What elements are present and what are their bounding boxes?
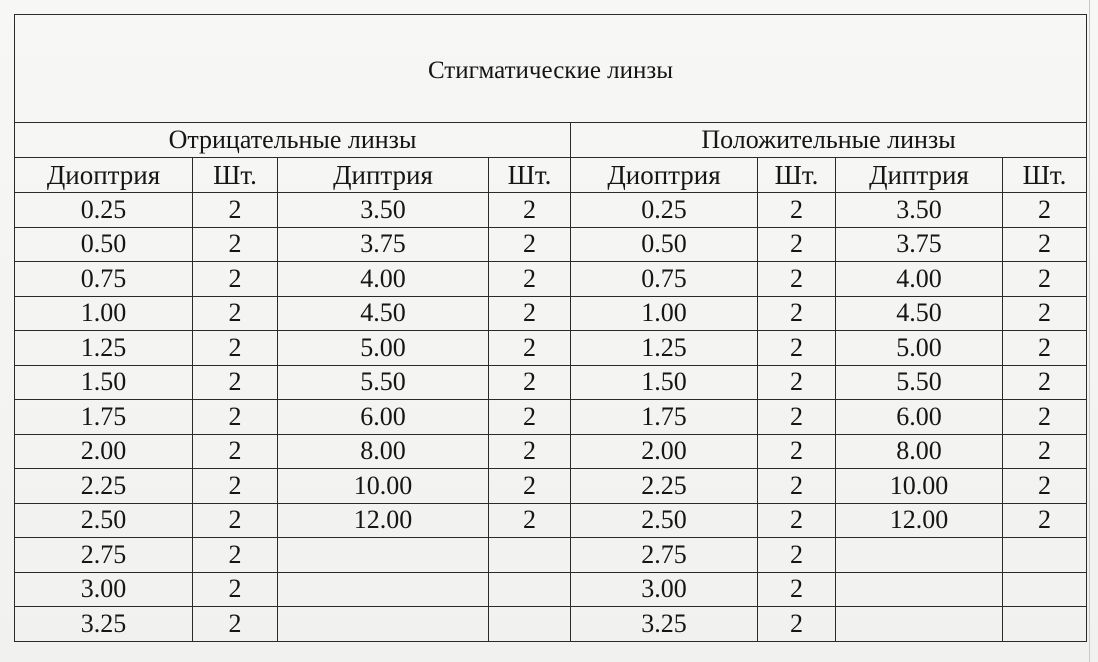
neg-diopter-cell: 6.00	[278, 400, 489, 435]
neg-pcs-cell: 2	[193, 365, 278, 400]
pos-diopter-cell: 10.00	[836, 469, 1003, 504]
table-row	[15, 572, 1087, 607]
neg-diopter-cell: 5.50	[278, 365, 489, 400]
neg-pcs-header-2: Шт.	[489, 158, 571, 193]
neg-diopter-cell: 12.00	[278, 503, 489, 538]
neg-diopter-cell: 2.50	[15, 503, 193, 538]
pos-diopter-cell: 2.25	[571, 469, 758, 504]
pos-pcs-cell: 2	[1003, 434, 1087, 469]
table-row	[15, 331, 1087, 366]
table-row	[15, 503, 1087, 538]
table-row	[15, 193, 1087, 228]
pos-diopter-cell: 5.00	[836, 331, 1003, 366]
pos-pcs-cell: 2	[1003, 400, 1087, 435]
pos-pcs-cell: 2	[758, 607, 836, 642]
pos-pcs-cell: 2	[758, 296, 836, 331]
pos-diopter-cell: 5.50	[836, 365, 1003, 400]
neg-diopter-cell	[278, 538, 489, 573]
neg-pcs-header-1: Шт.	[193, 158, 278, 193]
pos-diopter-header-2: Диптрия	[836, 158, 1003, 193]
pos-diopter-cell: 1.00	[571, 296, 758, 331]
neg-pcs-cell: 2	[489, 365, 571, 400]
neg-pcs-cell: 2	[193, 538, 278, 573]
pos-diopter-header-1: Диоптрия	[571, 158, 758, 193]
neg-pcs-cell: 2	[193, 296, 278, 331]
pos-diopter-cell: 3.25	[571, 607, 758, 642]
neg-pcs-cell: 2	[193, 572, 278, 607]
positive-lenses-header: Положительные линзы	[571, 123, 1087, 158]
pos-diopter-cell: 1.25	[571, 331, 758, 366]
neg-pcs-cell: 2	[489, 227, 571, 262]
neg-pcs-cell	[489, 538, 571, 573]
neg-diopter-cell: 3.25	[15, 607, 193, 642]
neg-diopter-cell: 3.50	[278, 193, 489, 228]
neg-diopter-cell: 4.50	[278, 296, 489, 331]
neg-pcs-cell: 2	[193, 469, 278, 504]
neg-pcs-cell: 2	[489, 193, 571, 228]
neg-diopter-cell	[278, 572, 489, 607]
neg-pcs-cell: 2	[193, 400, 278, 435]
pos-diopter-cell: 0.50	[571, 227, 758, 262]
pos-pcs-cell: 2	[758, 227, 836, 262]
pos-pcs-cell: 2	[758, 365, 836, 400]
table-row	[15, 227, 1087, 262]
table-row	[15, 262, 1087, 297]
neg-diopter-header-2: Диптрия	[278, 158, 489, 193]
pos-diopter-cell: 3.50	[836, 193, 1003, 228]
pos-diopter-cell: 8.00	[836, 434, 1003, 469]
pos-pcs-cell: 2	[1003, 296, 1087, 331]
pos-pcs-cell: 2	[758, 538, 836, 573]
table-row	[15, 296, 1087, 331]
pos-pcs-cell: 2	[758, 434, 836, 469]
pos-pcs-cell: 2	[758, 400, 836, 435]
pos-diopter-cell: 12.00	[836, 503, 1003, 538]
neg-diopter-header-1: Диоптрия	[15, 158, 193, 193]
table-row	[15, 400, 1087, 435]
pos-pcs-cell	[1003, 572, 1087, 607]
pos-diopter-cell	[836, 538, 1003, 573]
pos-pcs-cell: 2	[758, 572, 836, 607]
pos-diopter-cell: 0.75	[571, 262, 758, 297]
neg-diopter-cell: 1.50	[15, 365, 193, 400]
neg-diopter-cell: 3.75	[278, 227, 489, 262]
neg-pcs-cell: 2	[193, 262, 278, 297]
neg-diopter-cell: 0.75	[15, 262, 193, 297]
pos-pcs-header-1: Шт.	[758, 158, 836, 193]
pos-diopter-cell: 2.00	[571, 434, 758, 469]
pos-diopter-cell: 3.00	[571, 572, 758, 607]
pos-diopter-cell: 0.25	[571, 193, 758, 228]
neg-pcs-cell: 2	[193, 503, 278, 538]
neg-diopter-cell: 2.25	[15, 469, 193, 504]
neg-diopter-cell: 4.00	[278, 262, 489, 297]
pos-pcs-cell	[1003, 607, 1087, 642]
pos-diopter-cell: 1.75	[571, 400, 758, 435]
table-row	[15, 538, 1087, 573]
pos-diopter-cell	[836, 572, 1003, 607]
neg-pcs-cell: 2	[489, 503, 571, 538]
neg-pcs-cell: 2	[489, 331, 571, 366]
neg-diopter-cell: 0.50	[15, 227, 193, 262]
lens-table	[14, 14, 1087, 642]
scan-edge	[1089, 0, 1090, 662]
pos-pcs-cell: 2	[758, 469, 836, 504]
neg-pcs-cell: 2	[193, 193, 278, 228]
pos-pcs-cell: 2	[1003, 227, 1087, 262]
neg-pcs-cell: 2	[489, 469, 571, 504]
pos-pcs-cell: 2	[1003, 503, 1087, 538]
table-row	[15, 434, 1087, 469]
neg-pcs-cell: 2	[193, 434, 278, 469]
neg-pcs-cell: 2	[193, 331, 278, 366]
table-row	[15, 365, 1087, 400]
neg-diopter-cell: 3.00	[15, 572, 193, 607]
pos-pcs-cell	[1003, 538, 1087, 573]
pos-diopter-cell: 2.50	[571, 503, 758, 538]
table-row	[15, 607, 1087, 642]
pos-diopter-cell	[836, 607, 1003, 642]
pos-pcs-cell: 2	[1003, 193, 1087, 228]
pos-diopter-cell: 4.00	[836, 262, 1003, 297]
neg-diopter-cell: 10.00	[278, 469, 489, 504]
neg-pcs-cell: 2	[489, 434, 571, 469]
pos-pcs-cell: 2	[1003, 365, 1087, 400]
neg-pcs-cell: 2	[489, 400, 571, 435]
pos-pcs-cell: 2	[758, 262, 836, 297]
neg-diopter-cell: 2.75	[15, 538, 193, 573]
neg-pcs-cell: 2	[489, 262, 571, 297]
pos-diopter-cell: 6.00	[836, 400, 1003, 435]
pos-diopter-cell: 4.50	[836, 296, 1003, 331]
pos-pcs-header-2: Шт.	[1003, 158, 1087, 193]
neg-diopter-cell	[278, 607, 489, 642]
table-title: Стигматические линзы	[15, 15, 1087, 123]
pos-diopter-cell: 1.50	[571, 365, 758, 400]
neg-pcs-cell	[489, 572, 571, 607]
pos-pcs-cell: 2	[1003, 469, 1087, 504]
table-row	[15, 469, 1087, 504]
neg-diopter-cell: 0.25	[15, 193, 193, 228]
neg-pcs-cell: 2	[193, 227, 278, 262]
negative-lenses-header: Отрицательные линзы	[15, 123, 571, 158]
neg-pcs-cell	[489, 607, 571, 642]
neg-diopter-cell: 1.00	[15, 296, 193, 331]
pos-pcs-cell: 2	[758, 193, 836, 228]
neg-diopter-cell: 5.00	[278, 331, 489, 366]
neg-pcs-cell: 2	[193, 607, 278, 642]
pos-pcs-cell: 2	[758, 331, 836, 366]
pos-pcs-cell: 2	[758, 503, 836, 538]
pos-pcs-cell: 2	[1003, 331, 1087, 366]
neg-pcs-cell: 2	[489, 296, 571, 331]
pos-diopter-cell: 3.75	[836, 227, 1003, 262]
neg-diopter-cell: 2.00	[15, 434, 193, 469]
neg-diopter-cell: 8.00	[278, 434, 489, 469]
neg-diopter-cell: 1.75	[15, 400, 193, 435]
pos-diopter-cell: 2.75	[571, 538, 758, 573]
pos-pcs-cell: 2	[1003, 262, 1087, 297]
neg-diopter-cell: 1.25	[15, 331, 193, 366]
